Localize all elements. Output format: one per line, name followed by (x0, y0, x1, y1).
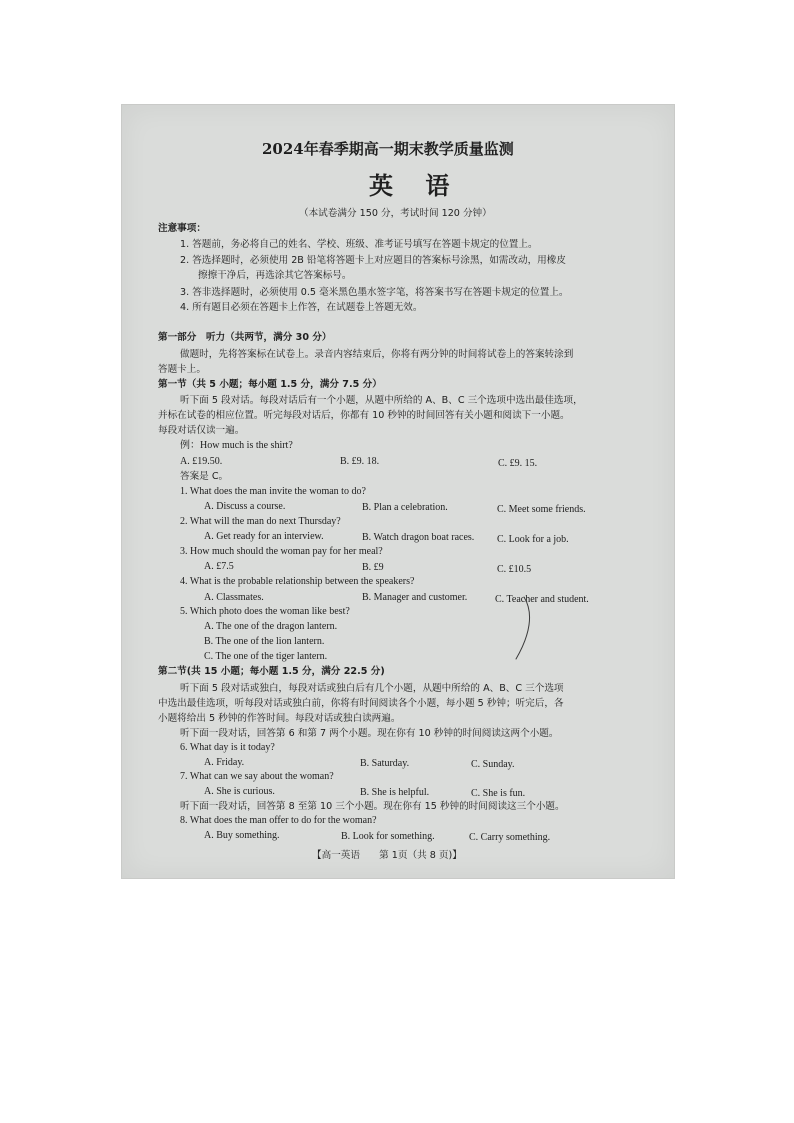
part1-intro-cont: 答题卡上。 (158, 364, 206, 375)
part1-intro: 做题时，先将答案标在试卷上。录音内容结束后，你将有两分钟的时间将试卷上的答案转涂到 (180, 349, 574, 360)
exam-title: 2024年春季期高一期末教学质量监测 (262, 140, 514, 158)
q2-option-a: A. Get ready for an interview. (204, 531, 324, 542)
q4-option-c: C. Teacher and student. (495, 594, 589, 605)
q2-option-c: C. Look for a job. (497, 534, 569, 545)
notes-heading: 注意事项： (158, 223, 206, 234)
q6-option-a: A. Friday. (204, 757, 245, 768)
q4-option-b: B. Manager and customer. (362, 592, 468, 603)
section1-heading: 第一节（共 5 小题；每小题 1.5 分，满分 7.5 分） (158, 379, 382, 390)
q1-option-b: B. Plan a celebration. (362, 502, 448, 513)
section1-intro-1: 听下面 5 段对话。每段对话后有一个小题，从题中所给的 A、B、C 三个选项中选出最佳选项， (180, 395, 583, 406)
example-option-a: A. £19.50. (180, 456, 223, 467)
example-option-b: B. £9. 18. (340, 456, 380, 467)
section2-intro-3: 小题将给出 5 秒钟的作答时间。每段对话或独白读两遍。 (158, 713, 401, 724)
q3-option-c: C. £10.5 (497, 564, 532, 575)
question-6: 6. What day is it today? (180, 742, 275, 753)
q1-option-a: A. Discuss a course. (204, 501, 286, 512)
question-7: 7. What can we say about the woman? (180, 771, 334, 782)
question-4: 4. What is the probable relationship between the speakers? (180, 576, 415, 587)
section1-intro-3: 每段对话仅读一遍。 (158, 425, 245, 436)
part1-heading: 第一部分 听力（共两节，满分 30 分） (158, 332, 332, 343)
q1-option-c: C. Meet some friends. (497, 504, 586, 515)
score-note: （本试卷满分 150 分，考试时间 120 分钟） (299, 208, 492, 219)
section1-intro-2: 并标在试卷的相应位置。听完每段对话后，你都有 10 秒钟的时间回答有关小题和阅读下一小题。 (158, 410, 570, 421)
q7-option-a: A. She is curious. (204, 786, 275, 797)
q8-option-b: B. Look for something. (341, 831, 435, 842)
q6-option-b: B. Saturday. (360, 758, 410, 769)
section2-intro-q8-10: 听下面一段对话，回答第 8 至第 10 三个小题。现在你有 15 秒钟的时间阅读这三个小题。 (180, 801, 565, 812)
page-footer: 【高一英语 第 1页（共 8 页)】 (312, 850, 462, 861)
q8-option-c: C. Carry something. (469, 832, 551, 843)
q4-option-a: A. Classmates. (204, 592, 264, 603)
q3-option-a: A. £7.5 (204, 561, 234, 572)
pen-mark (512, 595, 542, 665)
question-5: 5. Which photo does the woman like best? (180, 606, 350, 617)
note-item-3: 3. 答非选择题时，必须使用 0.5 毫米黑色墨水签字笔，将答案书写在答题卡规定的位置上。 (180, 287, 569, 298)
section2-intro-1: 听下面 5 段对话或独白，每段对话或独白后有几个小题，从题中所给的 A、B、C 三个选项 (180, 683, 564, 694)
note-item-2: 2. 答选择题时，必须使用 2B 铅笔将答题卡上对应题目的答案标号涂黑，如需改动，用橡皮 (180, 255, 566, 266)
q8-option-a: A. Buy something. (204, 830, 280, 841)
q5-option-a: A. The one of the dragon lantern. (204, 621, 338, 632)
question-1: 1. What does the man invite the woman to do? (180, 486, 366, 497)
section2-heading: 第二节(共 15 小题；每小题 1.5 分，满分 22.5 分) (158, 666, 385, 677)
question-3: 3. How much should the woman pay for her meal? (180, 546, 383, 557)
example-question: 例：How much is the shirt? (180, 440, 293, 451)
question-8: 8. What does the man offer to do for the woman? (180, 815, 377, 826)
q5-option-c: C. The one of the tiger lantern. (204, 651, 328, 662)
q6-option-c: C. Sunday. (471, 759, 515, 770)
note-item-2-cont: 擦擦干净后，再选涂其它答案标号。 (198, 270, 352, 281)
note-item-4: 4. 所有题目必须在答题卡上作答，在试题卷上答题无效。 (180, 302, 423, 313)
exam-page (121, 104, 675, 879)
section2-intro-q6-7: 听下面一段对话，回答第 6 和第 7 两个小题。现在你有 10 秒钟的时间阅读这两个小题。 (180, 728, 559, 739)
note-item-1: 1. 答题前，务必将自己的姓名、学校、班级、准考证号填写在答题卡规定的位置上。 (180, 239, 538, 250)
q7-option-b: B. She is helpful. (360, 787, 430, 798)
example-answer: 答案是 C。 (180, 471, 229, 482)
subject-title: 英 语 (369, 172, 462, 200)
section2-intro-2: 中选出最佳选项，听每段对话或独白前，你将有时间阅读各个小题，每小题 5 秒钟；听完后，各 (158, 698, 564, 709)
question-2: 2. What will the man do next Thursday? (180, 516, 341, 527)
q5-option-b: B. The one of the lion lantern. (204, 636, 325, 647)
q7-option-c: C. She is fun. (471, 788, 526, 799)
q3-option-b: B. £9 (362, 562, 384, 573)
q2-option-b: B. Watch dragon boat races. (362, 532, 475, 543)
example-option-c: C. £9. 15. (498, 458, 538, 469)
